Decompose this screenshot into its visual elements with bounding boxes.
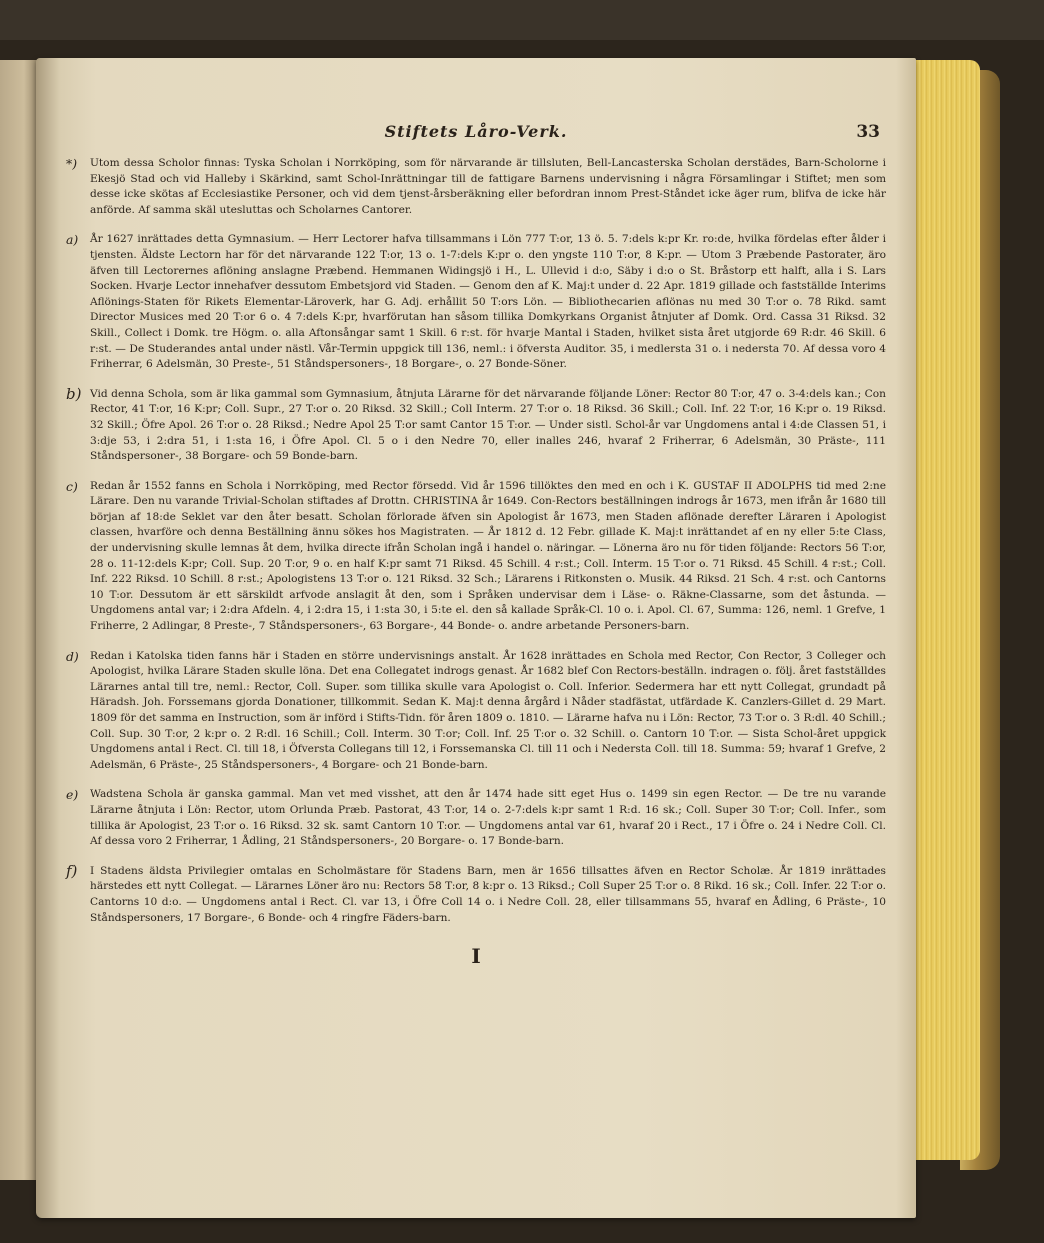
- gilded-fore-edge: [908, 60, 980, 1160]
- footnote-a: [66, 232, 886, 372]
- footnote-mark: d): [66, 648, 79, 664]
- footnote-mark: a): [66, 232, 79, 248]
- footnote-text: År 1627 inrättades detta Gymnasium. — Herr Lectorer hafva tillsammans i Lön 777 T:or, 13 ö. 5. 7:dels k:pr Kr. ro:de, hvilka fördelas efter ålder i tjensten. Äldste Lectorn har för det närvarande 122 T:or, 13 o. 1-7:dels K:pr o. den yngste 110 T:or, 8 K:pr. — Utom 3 Præbende Pastorater, äro äfven till Lectorernes aflöning anslagne Præbend. Hemmanen Widingsjö i H., L. Ullevid i d:o, Säby i d:o o St. Bråstorp ett halft, alla i S. Lars Socken. Hvarje Lector innehafver dessutom Embetsjord vid Staden. — Genom den af K. Maj:t under d. 22 Apr. 1819 gillade och fastställde Interims Aflönings-Staten för Rikets Elementar-Läroverk, har G. Adj. erhållit 50 T:ors Lön. — Bibliothecarien aflönas nu med 30 T:or o. 78 Rikd. samt Director Musices med 20 T:or 6 o. 4 7:dels K:pr, hvarförutan han såsom tillika Domkyrkans Organist åtnjuter af Domk. Ord. Cassa 31 Riksd. 32 Skill., Collect i Domk. tre Högm. o. alla Aftonsångar samt 1 Skill. 6 r:st. för hvarje Mantal i Staden, hvilket sista året utgjorde 69 R:dr. 46 Skill. 6 r:st. — De Studerandes antal under nästl. Vår-Termin uppgick till 136, neml.: i öfversta Auditor. 35, i medlersta 31 o. i nedersta 70. Af dessa voro 4 Friherrar, 6 Adelsmän, 30 Preste-, 51 Ståndspersoners-, 18 Borgare-, o. 27 Bonde-Söner.: [90, 233, 886, 371]
- footnote-d: [66, 649, 886, 774]
- footnote-text: Redan år 1552 fanns en Schola i Norrköping, med Rector försedd. Vid år 1596 tillöktes den med en och i K. GUSTAF II ADOLPHS tid med 2:ne Lärare. Den nu varande Trivial-Scholan stiftades af Drottn. CHRISTINA år 1649. Con-Rectors beställningen indrogs år 1673, men ifrån år 1680 till början af 18:de Seklet var den åter besatt. Scholan förlorade äfven sin Apologist år 1673, men Staden aflönade derefter Läraren i Apologist classen, hvarföre och denna Beställning ännu sökes hos Magistraten. — År 1812 d. 12 Febr. gillade K. Maj:t inrättandet af en ny eller 5:te Class, der undervisning skulle lemnas åt dem, hvilka directe ifrån Scholan ingå i handel o. näringar. — Lönerna äro nu för tiden följande: Rectors 56 T:or, 28 o. 11-12:dels K:pr; Coll. Sup. 20 T:or, 9 o. en half K:pr samt 71 Riksd. 45 Schill. 4 r:st.; Coll. Interm. 15 T:or o. 71 Riksd. 45 Schill. 4 r:st.; Coll. Inf. 222 Riksd. 10 Schill. 8 r:st.; Apologistens 13 T:or o. 121 Riksd. 32 Sch.; Lärarens i Ritkonsten o. Musik. 44 Riksd. 21 Sch. 4 r:st. och Cantorns 10 T:or. Dessutom är ett särskildt arfvode anslagit åt den, som i Språken undervisar dem i Läse- o. Räkne-Classarne, som det åstunda. — Ungdomens antal var; i 2:dra Afdeln. 4, i 2:dra 15, i 1:sta 30, i 5:te el. den så kallade Språk-Cl. 10 o. i. Apol. Cl. 67, Summa: 126, neml. 1 Grefve, 1 Friherre, 2 Adlingar, 8 Preste-, 7 Ståndspersoners-, 63 Borgare-, 44 Bonde- o. andre arbetande Personers-barn.: [90, 479, 886, 633]
- footnote-text: Redan i Katolska tiden fanns här i Staden en större undervisnings anstalt. År 1628 inrättades en Schola med Rector, Con Rector, 3 Colleger och Apologist, hvilka Lärare Staden skulle löna. Det ena Collegatet indrogs genast. År 1682 blef Con Rectors-beställn. indragen o. följ. året fastställdes Lärarnes antal till tre, neml.: Rector, Coll. Super. som tillika skulle vara Apologist o. Coll. Inferior. Sedermera har ett nytt Collegat, grundadt på Häradsh. Joh. Forssemans gjorda Donationer, tillkommit. Sedan K. Maj:t denna årgård i Nåder stadfästat, utfärdade K. Canzlers-Gillet d. 29 Mart. 1809 för det samma en Instruction, som är införd i Stifts-Tidn. för åren 1809 o. 1810. — Lärarne hafva nu i Lön: Rector, 73 T:or o. 3 R:dl. 40 Schill.; Coll. Sup. 30 T:or, 2 k:pr o. 2 R:dl. 16 Schill.; Coll. Interm. 30 T:or; Coll. Inf. 25 T:or o. 32 Schill. o. Cantorn 10 T:or. — Sista Schol-året uppgick Ungdomens antal i Rect. Cl. till 18, i Öfversta Collegans till 12, i Forssemanska Cl. till 11 och i Nedersta Coll. till 18. Summa: 59; hvaraf 1 Grefve, 2 Adelsmän, 6 Präste-, 25 Ståndspersoners-, 4 Borgare- och 21 Bonde-barn.: [90, 649, 886, 771]
- footnote-e: [66, 787, 886, 849]
- footnote-mark: f): [66, 861, 78, 880]
- running-head: Stiftets Låro-Verk.: [384, 122, 568, 141]
- page-content: [66, 118, 886, 968]
- left-page-edge: [0, 60, 40, 1180]
- footnote-mark: c): [66, 478, 78, 494]
- footnote-text: Wadstena Schola är ganska gammal. Man vet med visshet, att den år 1474 hade sitt eget Hus o. 1499 sin egen Rector. — De tre nu varande Lärarne åtnjuta i Lön: Rector, utom Orlunda Præb. Pastorat, 43 T:or, 14 o. 2-7:dels k:pr samt 1 R:d. 16 sk.; Coll. Super 30 T:or; Coll. Infer., som tillika är Apologist, 23 T:or o. 16 Riksd. 32 sk. samt Cantorn 10 T:or. — Ungdomens antal var 61, hvaraf 20 i Rect., 17 i Öfre o. 24 i Nedre Coll. Cl. Af dessa voro 2 Friherrar, 1 Ådling, 21 Ståndspersoners-, 20 Borgare- o. 17 Bonde-barn.: [90, 788, 886, 848]
- footnote-mark: e): [66, 787, 79, 803]
- page-header: [66, 118, 886, 146]
- footnote-c: [66, 479, 886, 635]
- page-number: 33: [856, 122, 880, 142]
- footnote-f: [66, 861, 886, 926]
- footnote-mark: *): [66, 156, 78, 171]
- footnote-text: I Stadens äldsta Privilegier omtalas en Scholmästare för Stadens Barn, men är 1656 tillsattes äfven en Rector Scholæ. År 1819 inrättades härstedes ett nytt Collegat. — Lärarnes Löner äro nu: Rectors 58 T:or, 8 k:pr o. 13 Riksd.; Coll Super 25 T:or o. 8 Rikd. 16 sk.; Coll. Infer. 22 T:or o. Cantorns 10 d:o. — Ungdomens antal i Rect. Cl. var 13, i Öfre Coll 14 o. i Nedre Coll. 28, eller tillsammans 55, hvaraf en Ådling, 6 Präste-, 10 Ståndspersoners, 17 Borgare-, 6 Bonde- och 4 ringfre Fäders-barn.: [90, 864, 886, 924]
- footnote-text: Utom dessa Scholor finnas: Tyska Scholan i Norrköping, som för närvarande är tillsluten, Bell-Lancasterska Scholan derstädes, Barn-Scholorne i Ekesjö Stad och vid Halleby i Skärkind, samt Schol-Inrättningar till de fattigare Barnens undervisning i några Församlingar i Stiftet; men som desse icke skötas af Ecclesiastike Personer, och vid dem tjenst-årsberäkning eller befordran innom Prest-Ståndet icke äger rum, blifva de icke här anförde. Af samma skäl utesluttas och Scholarnes Cantorer.: [90, 157, 886, 216]
- footnote-star: [66, 156, 886, 218]
- footnote-text: Vid denna Schola, som är lika gammal som Gymnasium, åtnjuta Lärarne för det närvarande följande Löner: Rector 80 T:or, 47 o. 3-4:dels kan.; Con Rector, 41 T:or, 16 K:pr; Coll. Supr., 27 T:or o. 20 Riksd. 32 Skill.; Coll Interm. 27 T:or o. 18 Riksd. 36 Skill.; Coll. Inf. 22 T:or, 16 K:pr o. 19 Riksd. 32 Skill.; Öfre Apol. 26 T:or o. 28 Riksd.; Nedre Apol 25 T:or samt Cantor 15 T:or. — Under sistl. Schol-år var Ungdomens antal i 4:de Classen 51, i 3:dje 53, i 2:dra 51, i 1:sta 16, i Öfre Apol. Cl. 5 o i den Nedre 70, eller inalles 246, hvaraf 2 Friherrar, 6 Adelsmän, 30 Präste-, 111 Ståndspersoner-, 38 Borgare- och 59 Bonde-barn.: [90, 387, 886, 463]
- book-page: [36, 58, 916, 1218]
- signature-mark: I: [471, 944, 481, 969]
- footnote-b: [66, 384, 886, 465]
- footnote-mark: b): [66, 384, 82, 403]
